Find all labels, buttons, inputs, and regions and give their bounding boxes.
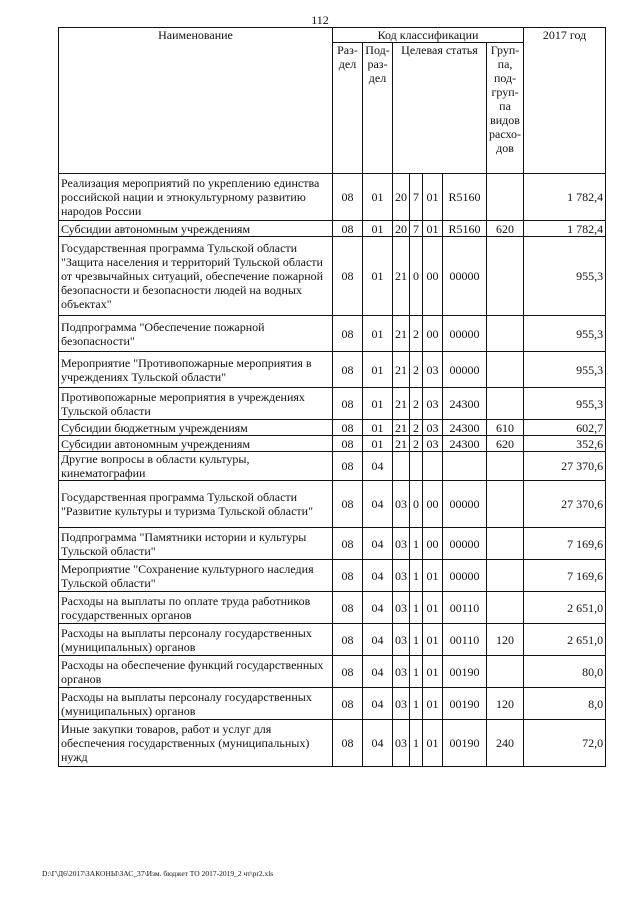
table-row — [59, 656, 606, 688]
row-amount-cell: 955,3 — [524, 352, 606, 388]
target-article-column-header: Целевая статья — [393, 43, 487, 174]
row-amount-cell: 8,0 — [524, 688, 606, 720]
table-row — [59, 452, 606, 481]
row-expense-type-cell — [487, 560, 524, 592]
row-target-event-cell: 00 — [423, 481, 443, 528]
row-target-direction-cell: 00000 — [443, 352, 487, 388]
row-target-subprogram-cell: 1 — [410, 720, 423, 767]
row-target-direction-cell: 00000 — [443, 560, 487, 592]
row-target-subprogram-cell: 0 — [410, 481, 423, 528]
table-row — [59, 592, 606, 624]
row-target-subprogram-cell: 1 — [410, 528, 423, 560]
row-subsection-cell: 04 — [363, 528, 393, 560]
row-subsection-cell: 04 — [363, 688, 393, 720]
classification-code-header: Код классификации — [333, 28, 524, 43]
row-section-cell: 08 — [333, 420, 363, 436]
row-target-subprogram-cell: 1 — [410, 624, 423, 656]
page-number: 112 — [311, 13, 329, 27]
row-target-subprogram-cell: 7 — [410, 221, 423, 237]
row-target-direction-cell: 24300 — [443, 388, 487, 420]
row-expense-type-cell — [487, 656, 524, 688]
table-row — [59, 720, 606, 767]
row-subsection-cell: 01 — [363, 316, 393, 352]
row-amount-cell: 955,3 — [524, 237, 606, 316]
row-name-cell: Подпрограмма "Памятники истории и культуры Тульской области" — [59, 528, 333, 560]
row-name-cell: Субсидии автономным учреждениям — [59, 436, 333, 452]
row-target-program-cell — [393, 452, 410, 481]
row-subsection-cell: 01 — [363, 174, 393, 221]
row-section-cell: 08 — [333, 436, 363, 452]
table-header-row — [59, 28, 606, 43]
row-target-subprogram-cell: 2 — [410, 436, 423, 452]
row-target-direction-cell: 00000 — [443, 528, 487, 560]
row-amount-cell: 1 782,4 — [524, 221, 606, 237]
subsection-column-header: Под-раз-дел — [363, 43, 393, 174]
row-section-cell: 08 — [333, 221, 363, 237]
table-row — [59, 316, 606, 352]
table-row — [59, 560, 606, 592]
row-subsection-cell: 04 — [363, 656, 393, 688]
row-amount-cell: 7 169,6 — [524, 560, 606, 592]
table-body — [59, 174, 606, 767]
row-target-direction-cell: 00000 — [443, 316, 487, 352]
row-name-cell: Субсидии автономным учреждениям — [59, 221, 333, 237]
row-section-cell: 08 — [333, 624, 363, 656]
row-name-cell: Другие вопросы в области культуры, кинематографии — [59, 452, 333, 481]
row-expense-type-cell: 120 — [487, 624, 524, 656]
table-row — [59, 174, 606, 221]
row-target-direction-cell: 00190 — [443, 656, 487, 688]
row-expense-type-cell — [487, 528, 524, 560]
row-target-subprogram-cell: 1 — [410, 688, 423, 720]
row-subsection-cell: 04 — [363, 624, 393, 656]
row-amount-cell: 72,0 — [524, 720, 606, 767]
row-expense-type-cell: 610 — [487, 420, 524, 436]
row-target-direction-cell: 24300 — [443, 436, 487, 452]
row-target-direction-cell: 24300 — [443, 420, 487, 436]
row-section-cell: 08 — [333, 481, 363, 528]
row-target-direction-cell: 00190 — [443, 688, 487, 720]
row-subsection-cell: 04 — [363, 560, 393, 592]
row-target-program-cell: 21 — [393, 352, 410, 388]
row-target-direction-cell: R5160 — [443, 221, 487, 237]
row-target-subprogram-cell: 7 — [410, 174, 423, 221]
row-subsection-cell: 01 — [363, 420, 393, 436]
row-expense-type-cell — [487, 237, 524, 316]
row-section-cell: 08 — [333, 720, 363, 767]
row-section-cell: 08 — [333, 656, 363, 688]
row-target-direction-cell — [443, 452, 487, 481]
row-target-subprogram-cell: 0 — [410, 237, 423, 316]
row-target-program-cell: 03 — [393, 560, 410, 592]
row-subsection-cell: 04 — [363, 452, 393, 481]
row-target-subprogram-cell: 2 — [410, 388, 423, 420]
row-target-event-cell: 03 — [423, 420, 443, 436]
row-target-event-cell: 03 — [423, 436, 443, 452]
row-amount-cell: 602,7 — [524, 420, 606, 436]
footer-file-path: D:\Г\Д6\2017\ЗАКОНЫ\ЗАС_37\Изм. бюджет ТО 2017-2019_2 чт\pr2.xls — [42, 869, 274, 878]
row-target-program-cell: 21 — [393, 388, 410, 420]
table-row — [59, 221, 606, 237]
row-target-direction-cell: 00110 — [443, 624, 487, 656]
row-target-event-cell: 01 — [423, 656, 443, 688]
row-target-event-cell: 00 — [423, 316, 443, 352]
table-row — [59, 481, 606, 528]
table-row — [59, 388, 606, 420]
row-target-event-cell: 01 — [423, 174, 443, 221]
row-amount-cell: 27 370,6 — [524, 481, 606, 528]
row-amount-cell: 7 169,6 — [524, 528, 606, 560]
row-target-program-cell: 21 — [393, 237, 410, 316]
row-expense-type-cell — [487, 352, 524, 388]
row-target-event-cell: 01 — [423, 688, 443, 720]
name-column-header: Наименование — [59, 28, 333, 174]
row-target-program-cell: 03 — [393, 592, 410, 624]
row-target-event-cell: 01 — [423, 592, 443, 624]
row-name-cell: Субсидии бюджетным учреждениям — [59, 420, 333, 436]
row-subsection-cell: 01 — [363, 352, 393, 388]
row-section-cell: 08 — [333, 316, 363, 352]
row-section-cell: 08 — [333, 237, 363, 316]
row-target-program-cell: 20 — [393, 174, 410, 221]
row-expense-type-cell — [487, 481, 524, 528]
row-name-cell: Мероприятие "Противопожарные мероприятия в учреждениях Тульской области" — [59, 352, 333, 388]
row-target-event-cell: 01 — [423, 624, 443, 656]
row-name-cell: Подпрограмма "Обеспечение пожарной безопасности" — [59, 316, 333, 352]
row-subsection-cell: 01 — [363, 237, 393, 316]
row-section-cell: 08 — [333, 388, 363, 420]
row-amount-cell: 2 651,0 — [524, 592, 606, 624]
row-subsection-cell: 01 — [363, 388, 393, 420]
row-target-event-cell: 01 — [423, 560, 443, 592]
row-target-direction-cell: 00110 — [443, 592, 487, 624]
row-expense-type-cell: 620 — [487, 221, 524, 237]
row-section-cell: 08 — [333, 174, 363, 221]
row-name-cell: Противопожарные мероприятия в учреждениях Тульской области — [59, 388, 333, 420]
row-expense-type-cell: 620 — [487, 436, 524, 452]
row-target-subprogram-cell: 1 — [410, 656, 423, 688]
table-row — [59, 420, 606, 436]
row-section-cell: 08 — [333, 452, 363, 481]
table-row — [59, 237, 606, 316]
row-target-event-cell: 03 — [423, 388, 443, 420]
row-target-program-cell: 03 — [393, 528, 410, 560]
row-name-cell: Мероприятие "Сохранение культурного наследия Тульской области" — [59, 560, 333, 592]
row-target-program-cell: 03 — [393, 481, 410, 528]
row-target-direction-cell: 00000 — [443, 237, 487, 316]
row-target-subprogram-cell: 2 — [410, 420, 423, 436]
row-target-program-cell: 03 — [393, 688, 410, 720]
row-target-program-cell: 03 — [393, 624, 410, 656]
row-subsection-cell: 01 — [363, 436, 393, 452]
row-target-subprogram-cell: 1 — [410, 592, 423, 624]
row-amount-cell: 1 782,4 — [524, 174, 606, 221]
row-amount-cell: 27 370,6 — [524, 452, 606, 481]
row-target-event-cell: 03 — [423, 352, 443, 388]
row-target-subprogram-cell: 2 — [410, 316, 423, 352]
row-target-program-cell: 03 — [393, 720, 410, 767]
row-expense-type-cell — [487, 452, 524, 481]
row-expense-type-cell: 120 — [487, 688, 524, 720]
year-column-header: 2017 год — [524, 28, 606, 174]
row-target-subprogram-cell — [410, 452, 423, 481]
table-row — [59, 688, 606, 720]
table-row — [59, 528, 606, 560]
row-target-program-cell: 03 — [393, 656, 410, 688]
row-target-direction-cell: 00190 — [443, 720, 487, 767]
row-amount-cell: 2 651,0 — [524, 624, 606, 656]
row-target-subprogram-cell: 1 — [410, 560, 423, 592]
row-expense-type-cell — [487, 388, 524, 420]
row-name-cell: Государственная программа Тульской области "Защита населения и территорий Тульской области от чрезвычайных ситуаций, обеспечение пожарной безопасности и безопасности людей на водных объектах" — [59, 237, 333, 316]
row-section-cell: 08 — [333, 688, 363, 720]
row-target-direction-cell: R5160 — [443, 174, 487, 221]
row-amount-cell: 955,3 — [524, 316, 606, 352]
budget-table — [58, 27, 606, 767]
row-name-cell: Реализация мероприятий по укреплению единства российской нации и этнокультурному развитию народов России — [59, 174, 333, 221]
row-target-event-cell: 01 — [423, 720, 443, 767]
row-name-cell: Расходы на выплаты по оплате труда работников государственных органов — [59, 592, 333, 624]
table-row — [59, 436, 606, 452]
row-expense-type-cell — [487, 592, 524, 624]
table-row — [59, 624, 606, 656]
row-target-event-cell — [423, 452, 443, 481]
row-amount-cell: 352,6 — [524, 436, 606, 452]
row-expense-type-cell — [487, 316, 524, 352]
row-name-cell: Государственная программа Тульской области "Развитие культуры и туризма Тульской области" — [59, 481, 333, 528]
row-target-direction-cell: 00000 — [443, 481, 487, 528]
expense-type-column-header: Груп-па, под-груп-па видов расхо-дов — [487, 43, 524, 174]
row-name-cell: Иные закупки товаров, работ и услуг для обеспечения государственных (муниципальных) нужд — [59, 720, 333, 767]
row-subsection-cell: 04 — [363, 481, 393, 528]
row-target-event-cell: 00 — [423, 237, 443, 316]
row-amount-cell: 80,0 — [524, 656, 606, 688]
row-subsection-cell: 04 — [363, 720, 393, 767]
row-section-cell: 08 — [333, 352, 363, 388]
section-column-header: Раз-дел — [333, 43, 363, 174]
row-target-program-cell: 21 — [393, 316, 410, 352]
row-target-program-cell: 20 — [393, 221, 410, 237]
row-name-cell: Расходы на выплаты персоналу государственных (муниципальных) органов — [59, 624, 333, 656]
row-subsection-cell: 01 — [363, 221, 393, 237]
row-section-cell: 08 — [333, 528, 363, 560]
row-target-program-cell: 21 — [393, 420, 410, 436]
row-name-cell: Расходы на выплаты персоналу государственных (муниципальных) органов — [59, 688, 333, 720]
row-section-cell: 08 — [333, 560, 363, 592]
table-row — [59, 352, 606, 388]
row-name-cell: Расходы на обеспечение функций государственных органов — [59, 656, 333, 688]
row-subsection-cell: 04 — [363, 592, 393, 624]
row-amount-cell: 955,3 — [524, 388, 606, 420]
row-target-program-cell: 21 — [393, 436, 410, 452]
row-section-cell: 08 — [333, 592, 363, 624]
row-expense-type-cell — [487, 174, 524, 221]
row-target-event-cell: 00 — [423, 528, 443, 560]
row-target-event-cell: 01 — [423, 221, 443, 237]
row-expense-type-cell: 240 — [487, 720, 524, 767]
row-target-subprogram-cell: 2 — [410, 352, 423, 388]
